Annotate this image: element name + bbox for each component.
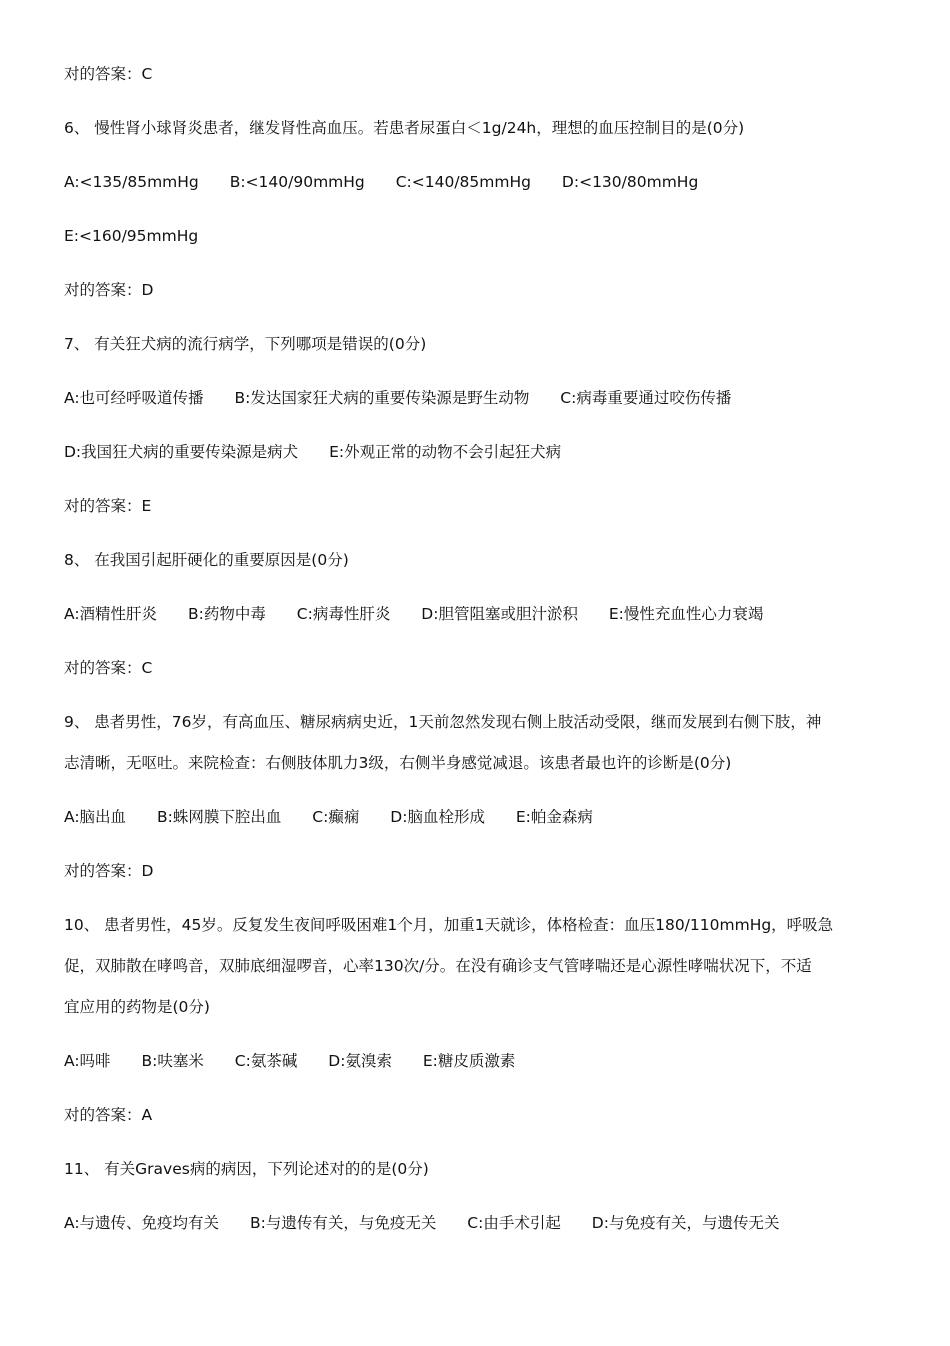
option-a: A:也可经呼吸道传播 [64, 389, 204, 407]
option-e: E:外观正常的动物不会引起狂犬病 [329, 443, 562, 461]
option-a: A:<135/85mmHg [64, 173, 199, 191]
answer-line: 对的答案：C [64, 659, 153, 677]
answer-line: 对的答案：D [64, 281, 154, 299]
question-10-line-2: 促，双肺散在哮鸣音，双肺底细湿啰音，心率130次/分。在没有确诊支气管哮喘还是心源性哮喘状况下，不适 [64, 957, 812, 975]
option-c: C:病毒重要通过咬伤传播 [560, 389, 732, 407]
option-c: C:由手术引起 [467, 1214, 561, 1232]
options-line [64, 442, 561, 462]
option-b: B:发达国家狂犬病的重要传染源是野生动物 [234, 389, 530, 407]
answer-line: 对的答案：E [64, 497, 152, 515]
option-d: D:与免疫有关，与遗传无关 [591, 1214, 780, 1232]
option-d: D:脑血栓形成 [390, 808, 485, 826]
options-line [64, 172, 698, 192]
option-a: A:酒精性肝炎 [64, 605, 158, 623]
question-10-line-3: 宜应用的药物是(0分) [64, 998, 210, 1016]
question-8: 8、 在我国引起肝硬化的重要原因是(0分) [64, 551, 349, 569]
question-11: 11、 有关Graves病的病因，下列论述对的的是(0分) [64, 1160, 429, 1178]
option-c: C:<140/85mmHg [395, 173, 531, 191]
answer-line: 对的答案：A [64, 1106, 153, 1124]
option-d: D:氨溴索 [328, 1052, 392, 1070]
question-9-line-2: 志清晰，无呕吐。来院检查：右侧肢体肌力3级，右侧半身感觉减退。该患者最也许的诊断是(0分) [64, 754, 732, 772]
options-line [64, 388, 731, 408]
question-6: 6、 慢性肾小球肾炎患者，继发肾性高血压。若患者尿蛋白＜1g/24h，理想的血压控制目的是(0分) [64, 119, 745, 137]
option-a: A:脑出血 [64, 808, 127, 826]
option-b: B:与遗传有关，与免疫无关 [250, 1214, 437, 1232]
option-b: B:呋塞米 [141, 1052, 204, 1070]
option-c: C:病毒性肝炎 [296, 605, 391, 623]
options-line [64, 1213, 779, 1233]
option-b: B:蛛网膜下腔出血 [157, 808, 282, 826]
options-line [64, 807, 593, 827]
option-a: A:与遗传、免疫均有关 [64, 1214, 220, 1232]
options-line [64, 226, 198, 246]
option-d: D:<130/80mmHg [561, 173, 699, 191]
question-9-line-1: 9、 患者男性，76岁，有高血压、糖尿病病史近，1天前忽然发现右侧上肢活动受限，继而发展到右侧下肢，神 [64, 713, 822, 731]
option-b: B:<140/90mmHg [229, 173, 365, 191]
question-7: 7、 有关狂犬病的流行病学，下列哪项是错误的(0分) [64, 335, 427, 353]
option-b: B:药物中毒 [188, 605, 266, 623]
option-d: D:胆管阻塞或胆汁淤积 [421, 605, 578, 623]
option-e: E:<160/95mmHg [64, 227, 199, 245]
option-e: E:糖皮质激素 [422, 1052, 516, 1070]
options-line [64, 604, 763, 624]
option-a: A:吗啡 [64, 1052, 111, 1070]
answer-line: 对的答案：C [64, 65, 153, 83]
option-c: C:癫痫 [312, 808, 360, 826]
question-10-line-1: 10、 患者男性，45岁。反复发生夜间呼吸困难1个月，加重1天就诊，体格检查：血压180/110mmHg，呼吸急 [64, 916, 834, 934]
option-d: D:我国狂犬病的重要传染源是病犬 [64, 443, 299, 461]
options-line [64, 1051, 515, 1071]
answer-line: 对的答案：D [64, 862, 154, 880]
option-e: E:慢性充血性心力衰竭 [608, 605, 764, 623]
option-e: E:帕金森病 [515, 808, 593, 826]
option-c: C:氨茶碱 [234, 1052, 298, 1070]
